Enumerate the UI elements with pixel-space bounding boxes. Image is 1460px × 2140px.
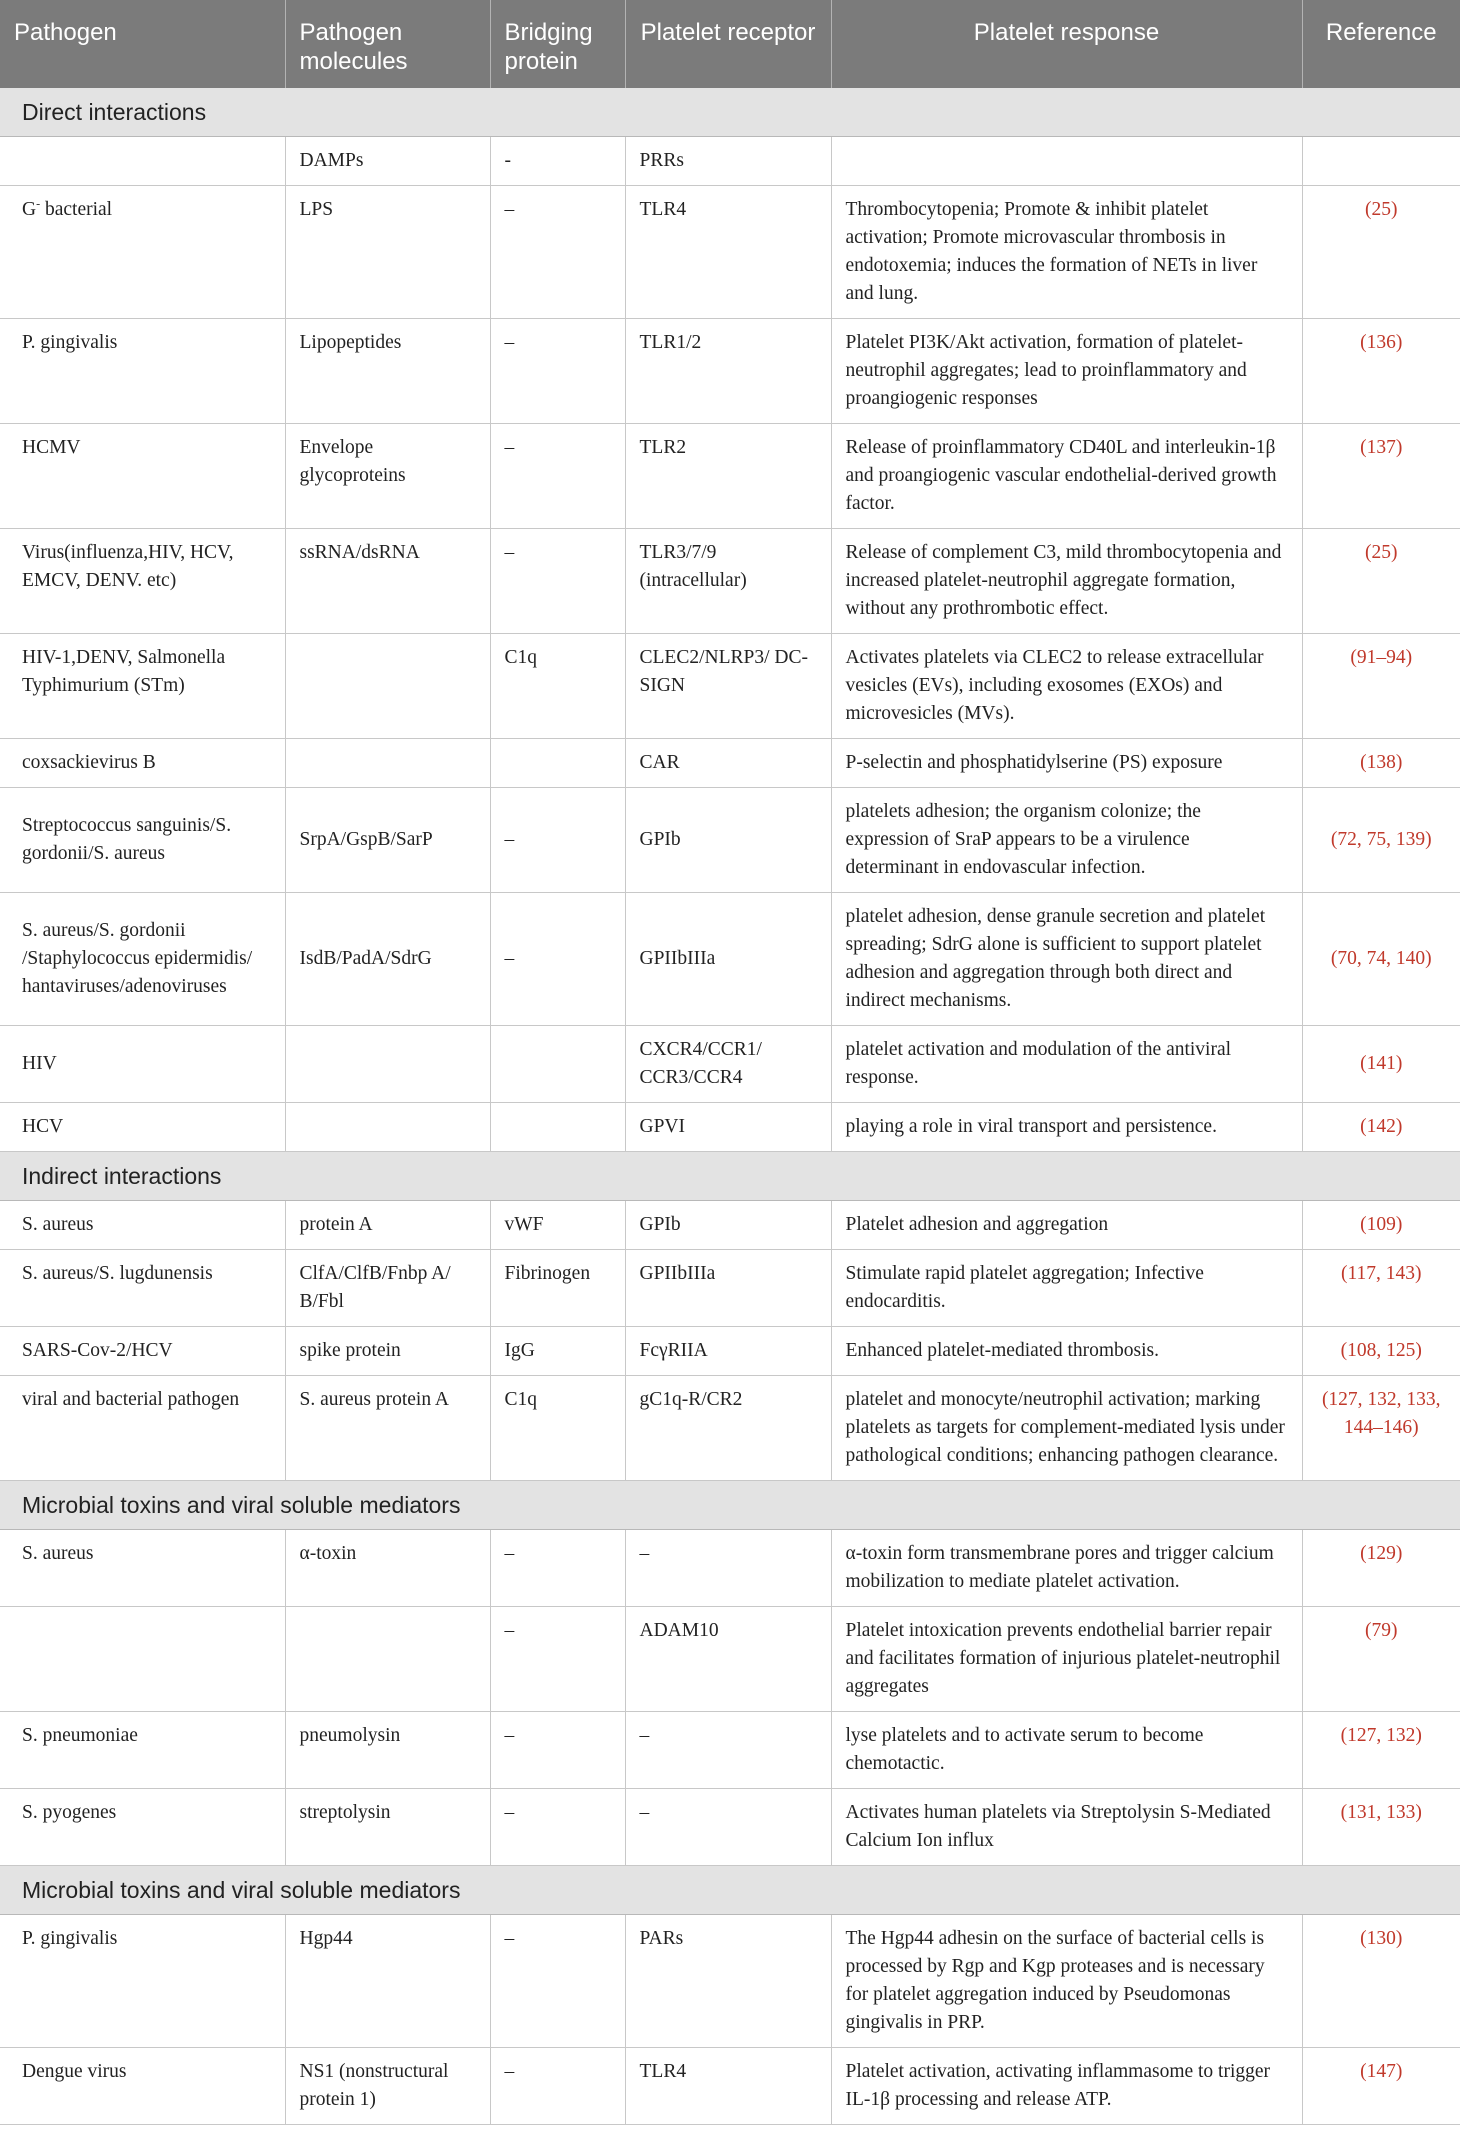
cell-platelet-response: Platelet activation, activating inflammasome to trigger IL-1β processing and release ATP.	[831, 2048, 1302, 2125]
cell-platelet-receptor: GPIb	[625, 1201, 831, 1250]
cell-reference	[1302, 137, 1460, 186]
cell-platelet-receptor: –	[625, 1789, 831, 1866]
table-row	[0, 319, 1460, 424]
cell-bridging-protein: -	[490, 137, 625, 186]
section-title: Microbial toxins and viral soluble mediators	[0, 1481, 1460, 1530]
cell-reference: (117, 143)	[1302, 1250, 1460, 1327]
cell-platelet-response: platelets adhesion; the organism colonize; the expression of SraP appears to be a virulence determinant in endovascular infection.	[831, 788, 1302, 893]
cell-pathogen: Dengue virus	[0, 2048, 285, 2125]
table-row	[0, 634, 1460, 739]
cell-pathogen-molecule: LPS	[285, 186, 490, 319]
cell-pathogen-molecule: spike protein	[285, 1327, 490, 1376]
table-row	[0, 424, 1460, 529]
cell-pathogen: coxsackievirus B	[0, 739, 285, 788]
cell-bridging-protein: –	[490, 529, 625, 634]
cell-pathogen-molecule: S. aureus protein A	[285, 1376, 490, 1481]
cell-bridging-protein: –	[490, 788, 625, 893]
gram-negative-superscript: -	[36, 196, 41, 211]
cell-bridging-protein: –	[490, 2048, 625, 2125]
cell-platelet-receptor: CAR	[625, 739, 831, 788]
cell-platelet-response: Enhanced platelet-mediated thrombosis.	[831, 1327, 1302, 1376]
cell-platelet-response: lyse platelets and to activate serum to become chemotactic.	[831, 1712, 1302, 1789]
cell-reference: (127, 132)	[1302, 1712, 1460, 1789]
table-row	[0, 1915, 1460, 2048]
cell-platelet-response: Platelet PI3K/Akt activation, formation of platelet-neutrophil aggregates; lead to proinflammatory and proangiogenic responses	[831, 319, 1302, 424]
cell-platelet-receptor: TLR2	[625, 424, 831, 529]
table-row	[0, 1327, 1460, 1376]
section-title: Indirect interactions	[0, 1152, 1460, 1201]
table-body	[0, 88, 1460, 2125]
cell-pathogen: viral and bacterial pathogen	[0, 1376, 285, 1481]
cell-pathogen-molecule	[285, 739, 490, 788]
header-reference: Reference	[1302, 0, 1460, 88]
table-row	[0, 1103, 1460, 1152]
cell-platelet-receptor: TLR4	[625, 2048, 831, 2125]
cell-bridging-protein: –	[490, 1607, 625, 1712]
cell-platelet-receptor: –	[625, 1712, 831, 1789]
cell-pathogen-molecule: IsdB/PadA/SdrG	[285, 893, 490, 1026]
cell-reference: (70, 74, 140)	[1302, 893, 1460, 1026]
cell-platelet-receptor: GPIIbIIIa	[625, 1250, 831, 1327]
cell-platelet-receptor: GPIIbIIIa	[625, 893, 831, 1026]
cell-platelet-receptor: FcγRIIA	[625, 1327, 831, 1376]
cell-reference: (138)	[1302, 739, 1460, 788]
cell-reference: (129)	[1302, 1530, 1460, 1607]
cell-bridging-protein: IgG	[490, 1327, 625, 1376]
table-row	[0, 1712, 1460, 1789]
cell-reference: (25)	[1302, 186, 1460, 319]
cell-pathogen: S. aureus	[0, 1201, 285, 1250]
cell-platelet-response: Platelet intoxication prevents endothelial barrier repair and facilitates formation of injurious platelet-neutrophil aggregates	[831, 1607, 1302, 1712]
cell-reference: (137)	[1302, 424, 1460, 529]
cell-bridging-protein: C1q	[490, 634, 625, 739]
table-row	[0, 1026, 1460, 1103]
cell-pathogen: S. pyogenes	[0, 1789, 285, 1866]
cell-pathogen-molecule: SrpA/GspB/SarP	[285, 788, 490, 893]
cell-pathogen-molecule: ssRNA/dsRNA	[285, 529, 490, 634]
cell-pathogen: Virus(influenza,HIV, HCV, EMCV, DENV. etc)	[0, 529, 285, 634]
cell-bridging-protein: –	[490, 893, 625, 1026]
table-row	[0, 1789, 1460, 1866]
cell-platelet-response: playing a role in viral transport and persistence.	[831, 1103, 1302, 1152]
cell-platelet-response: platelet adhesion, dense granule secretion and platelet spreading; SdrG alone is sufficient to support platelet adhesion and aggregation through both direct and indirect mechanisms.	[831, 893, 1302, 1026]
cell-reference: (131, 133)	[1302, 1789, 1460, 1866]
cell-pathogen: S. aureus/S. gordonii /Staphylococcus epidermidis/ hantaviruses/adenoviruses	[0, 893, 285, 1026]
cell-platelet-receptor: GPIb	[625, 788, 831, 893]
cell-bridging-protein: –	[490, 186, 625, 319]
cell-pathogen: SARS-Cov-2/HCV	[0, 1327, 285, 1376]
cell-pathogen	[0, 1607, 285, 1712]
cell-pathogen-molecule: Envelope glycoproteins	[285, 424, 490, 529]
cell-platelet-response: Release of proinflammatory CD40L and interleukin-1β and proangiogenic vascular endothelial-derived growth factor.	[831, 424, 1302, 529]
cell-pathogen-molecule: NS1 (nonstructural protein 1)	[285, 2048, 490, 2125]
header-pathogen-molecules: Pathogen molecules	[285, 0, 490, 88]
table-row	[0, 1250, 1460, 1327]
cell-pathogen: HIV-1,DENV, Salmonella Typhimurium (STm)	[0, 634, 285, 739]
cell-reference: (25)	[1302, 529, 1460, 634]
table-row	[0, 137, 1460, 186]
cell-pathogen: HIV	[0, 1026, 285, 1103]
section-header-row	[0, 1481, 1460, 1530]
cell-reference: (108, 125)	[1302, 1327, 1460, 1376]
cell-bridging-protein	[490, 1026, 625, 1103]
header-pathogen: Pathogen	[0, 0, 285, 88]
table-header-row	[0, 0, 1460, 88]
table-row	[0, 1530, 1460, 1607]
cell-platelet-response: The Hgp44 adhesin on the surface of bacterial cells is processed by Rgp and Kgp proteases and is necessary for platelet aggregation induced by Pseudomonas gingivalis in PRP.	[831, 1915, 1302, 2048]
cell-bridging-protein: –	[490, 1789, 625, 1866]
table-row	[0, 1607, 1460, 1712]
table-row	[0, 529, 1460, 634]
table-row	[0, 893, 1460, 1026]
table-row	[0, 1201, 1460, 1250]
cell-reference: (142)	[1302, 1103, 1460, 1152]
cell-platelet-receptor: GPVI	[625, 1103, 831, 1152]
cell-bridging-protein: vWF	[490, 1201, 625, 1250]
section-title: Microbial toxins and viral soluble mediators	[0, 1866, 1460, 1915]
section-header-row	[0, 1152, 1460, 1201]
cell-bridging-protein: C1q	[490, 1376, 625, 1481]
cell-pathogen-molecule: α-toxin	[285, 1530, 490, 1607]
cell-bridging-protein: Fibrinogen	[490, 1250, 625, 1327]
cell-platelet-response: P-selectin and phosphatidylserine (PS) exposure	[831, 739, 1302, 788]
section-header-row	[0, 1866, 1460, 1915]
cell-bridging-protein	[490, 739, 625, 788]
cell-platelet-receptor: CLEC2/NLRP3/ DC-SIGN	[625, 634, 831, 739]
cell-pathogen-molecule: Hgp44	[285, 1915, 490, 2048]
table-row	[0, 788, 1460, 893]
cell-pathogen	[0, 137, 285, 186]
table-row	[0, 186, 1460, 319]
cell-reference: (130)	[1302, 1915, 1460, 2048]
section-title: Direct interactions	[0, 88, 1460, 137]
section-header-row	[0, 88, 1460, 137]
cell-pathogen: P. gingivalis	[0, 319, 285, 424]
table-row	[0, 2048, 1460, 2125]
cell-pathogen: G- bacterial	[0, 186, 285, 319]
cell-platelet-receptor: TLR1/2	[625, 319, 831, 424]
cell-platelet-receptor: ADAM10	[625, 1607, 831, 1712]
cell-pathogen-molecule: ClfA/ClfB/Fnbp A/ B/Fbl	[285, 1250, 490, 1327]
cell-bridging-protein: –	[490, 319, 625, 424]
cell-reference: (147)	[1302, 2048, 1460, 2125]
cell-reference: (127, 132, 133, 144–146)	[1302, 1376, 1460, 1481]
cell-platelet-receptor: –	[625, 1530, 831, 1607]
cell-pathogen-molecule	[285, 634, 490, 739]
cell-bridging-protein: –	[490, 1915, 625, 2048]
cell-reference: (136)	[1302, 319, 1460, 424]
cell-platelet-response: Release of complement C3, mild thrombocytopenia and increased platelet-neutrophil aggregate formation, without any prothrombotic effect.	[831, 529, 1302, 634]
cell-platelet-response	[831, 137, 1302, 186]
cell-pathogen-molecule	[285, 1103, 490, 1152]
cell-pathogen-molecule: Lipopeptides	[285, 319, 490, 424]
cell-bridging-protein: –	[490, 1712, 625, 1789]
cell-pathogen-molecule	[285, 1607, 490, 1712]
cell-platelet-receptor: TLR4	[625, 186, 831, 319]
cell-pathogen-molecule: DAMPs	[285, 137, 490, 186]
cell-platelet-response: Activates platelets via CLEC2 to release extracellular vesicles (EVs), including exosomes (EXOs) and microvesicles (MVs).	[831, 634, 1302, 739]
cell-platelet-response: Thrombocytopenia; Promote & inhibit platelet activation; Promote microvascular thrombosis in endotoxemia; induces the formation of NETs in liver and lung.	[831, 186, 1302, 319]
cell-platelet-response: Platelet adhesion and aggregation	[831, 1201, 1302, 1250]
cell-pathogen: HCV	[0, 1103, 285, 1152]
cell-platelet-receptor: PARs	[625, 1915, 831, 2048]
cell-reference: (91–94)	[1302, 634, 1460, 739]
cell-platelet-receptor: TLR3/7/9 (intracellular)	[625, 529, 831, 634]
cell-reference: (72, 75, 139)	[1302, 788, 1460, 893]
cell-platelet-response: α-toxin form transmembrane pores and trigger calcium mobilization to mediate platelet activation.	[831, 1530, 1302, 1607]
cell-platelet-response: platelet activation and modulation of the antiviral response.	[831, 1026, 1302, 1103]
table-row	[0, 739, 1460, 788]
cell-pathogen-molecule: streptolysin	[285, 1789, 490, 1866]
header-platelet-receptor: Platelet receptor	[625, 0, 831, 88]
cell-platelet-response: Activates human platelets via Streptolysin S-Mediated Calcium Ion influx	[831, 1789, 1302, 1866]
cell-reference: (79)	[1302, 1607, 1460, 1712]
cell-platelet-response: platelet and monocyte/neutrophil activation; marking platelets as targets for complement-mediated lysis under pathological conditions; enhancing pathogen clearance.	[831, 1376, 1302, 1481]
cell-pathogen: HCMV	[0, 424, 285, 529]
header-bridging-protein: Bridging protein	[490, 0, 625, 88]
cell-pathogen-molecule	[285, 1026, 490, 1103]
cell-pathogen: S. aureus	[0, 1530, 285, 1607]
cell-pathogen: S. pneumoniae	[0, 1712, 285, 1789]
cell-platelet-receptor: PRRs	[625, 137, 831, 186]
cell-platelet-receptor: CXCR4/CCR1/ CCR3/CCR4	[625, 1026, 831, 1103]
cell-bridging-protein: –	[490, 1530, 625, 1607]
cell-pathogen-molecule: protein A	[285, 1201, 490, 1250]
cell-reference: (109)	[1302, 1201, 1460, 1250]
cell-platelet-receptor: gC1q-R/CR2	[625, 1376, 831, 1481]
table-row	[0, 1376, 1460, 1481]
cell-platelet-response: Stimulate rapid platelet aggregation; Infective endocarditis.	[831, 1250, 1302, 1327]
cell-pathogen: P. gingivalis	[0, 1915, 285, 2048]
cell-pathogen-molecule: pneumolysin	[285, 1712, 490, 1789]
cell-pathogen: Streptococcus sanguinis/S. gordonii/S. aureus	[0, 788, 285, 893]
header-platelet-response: Platelet response	[831, 0, 1302, 88]
cell-pathogen: S. aureus/S. lugdunensis	[0, 1250, 285, 1327]
cell-reference: (141)	[1302, 1026, 1460, 1103]
cell-bridging-protein	[490, 1103, 625, 1152]
cell-bridging-protein: –	[490, 424, 625, 529]
